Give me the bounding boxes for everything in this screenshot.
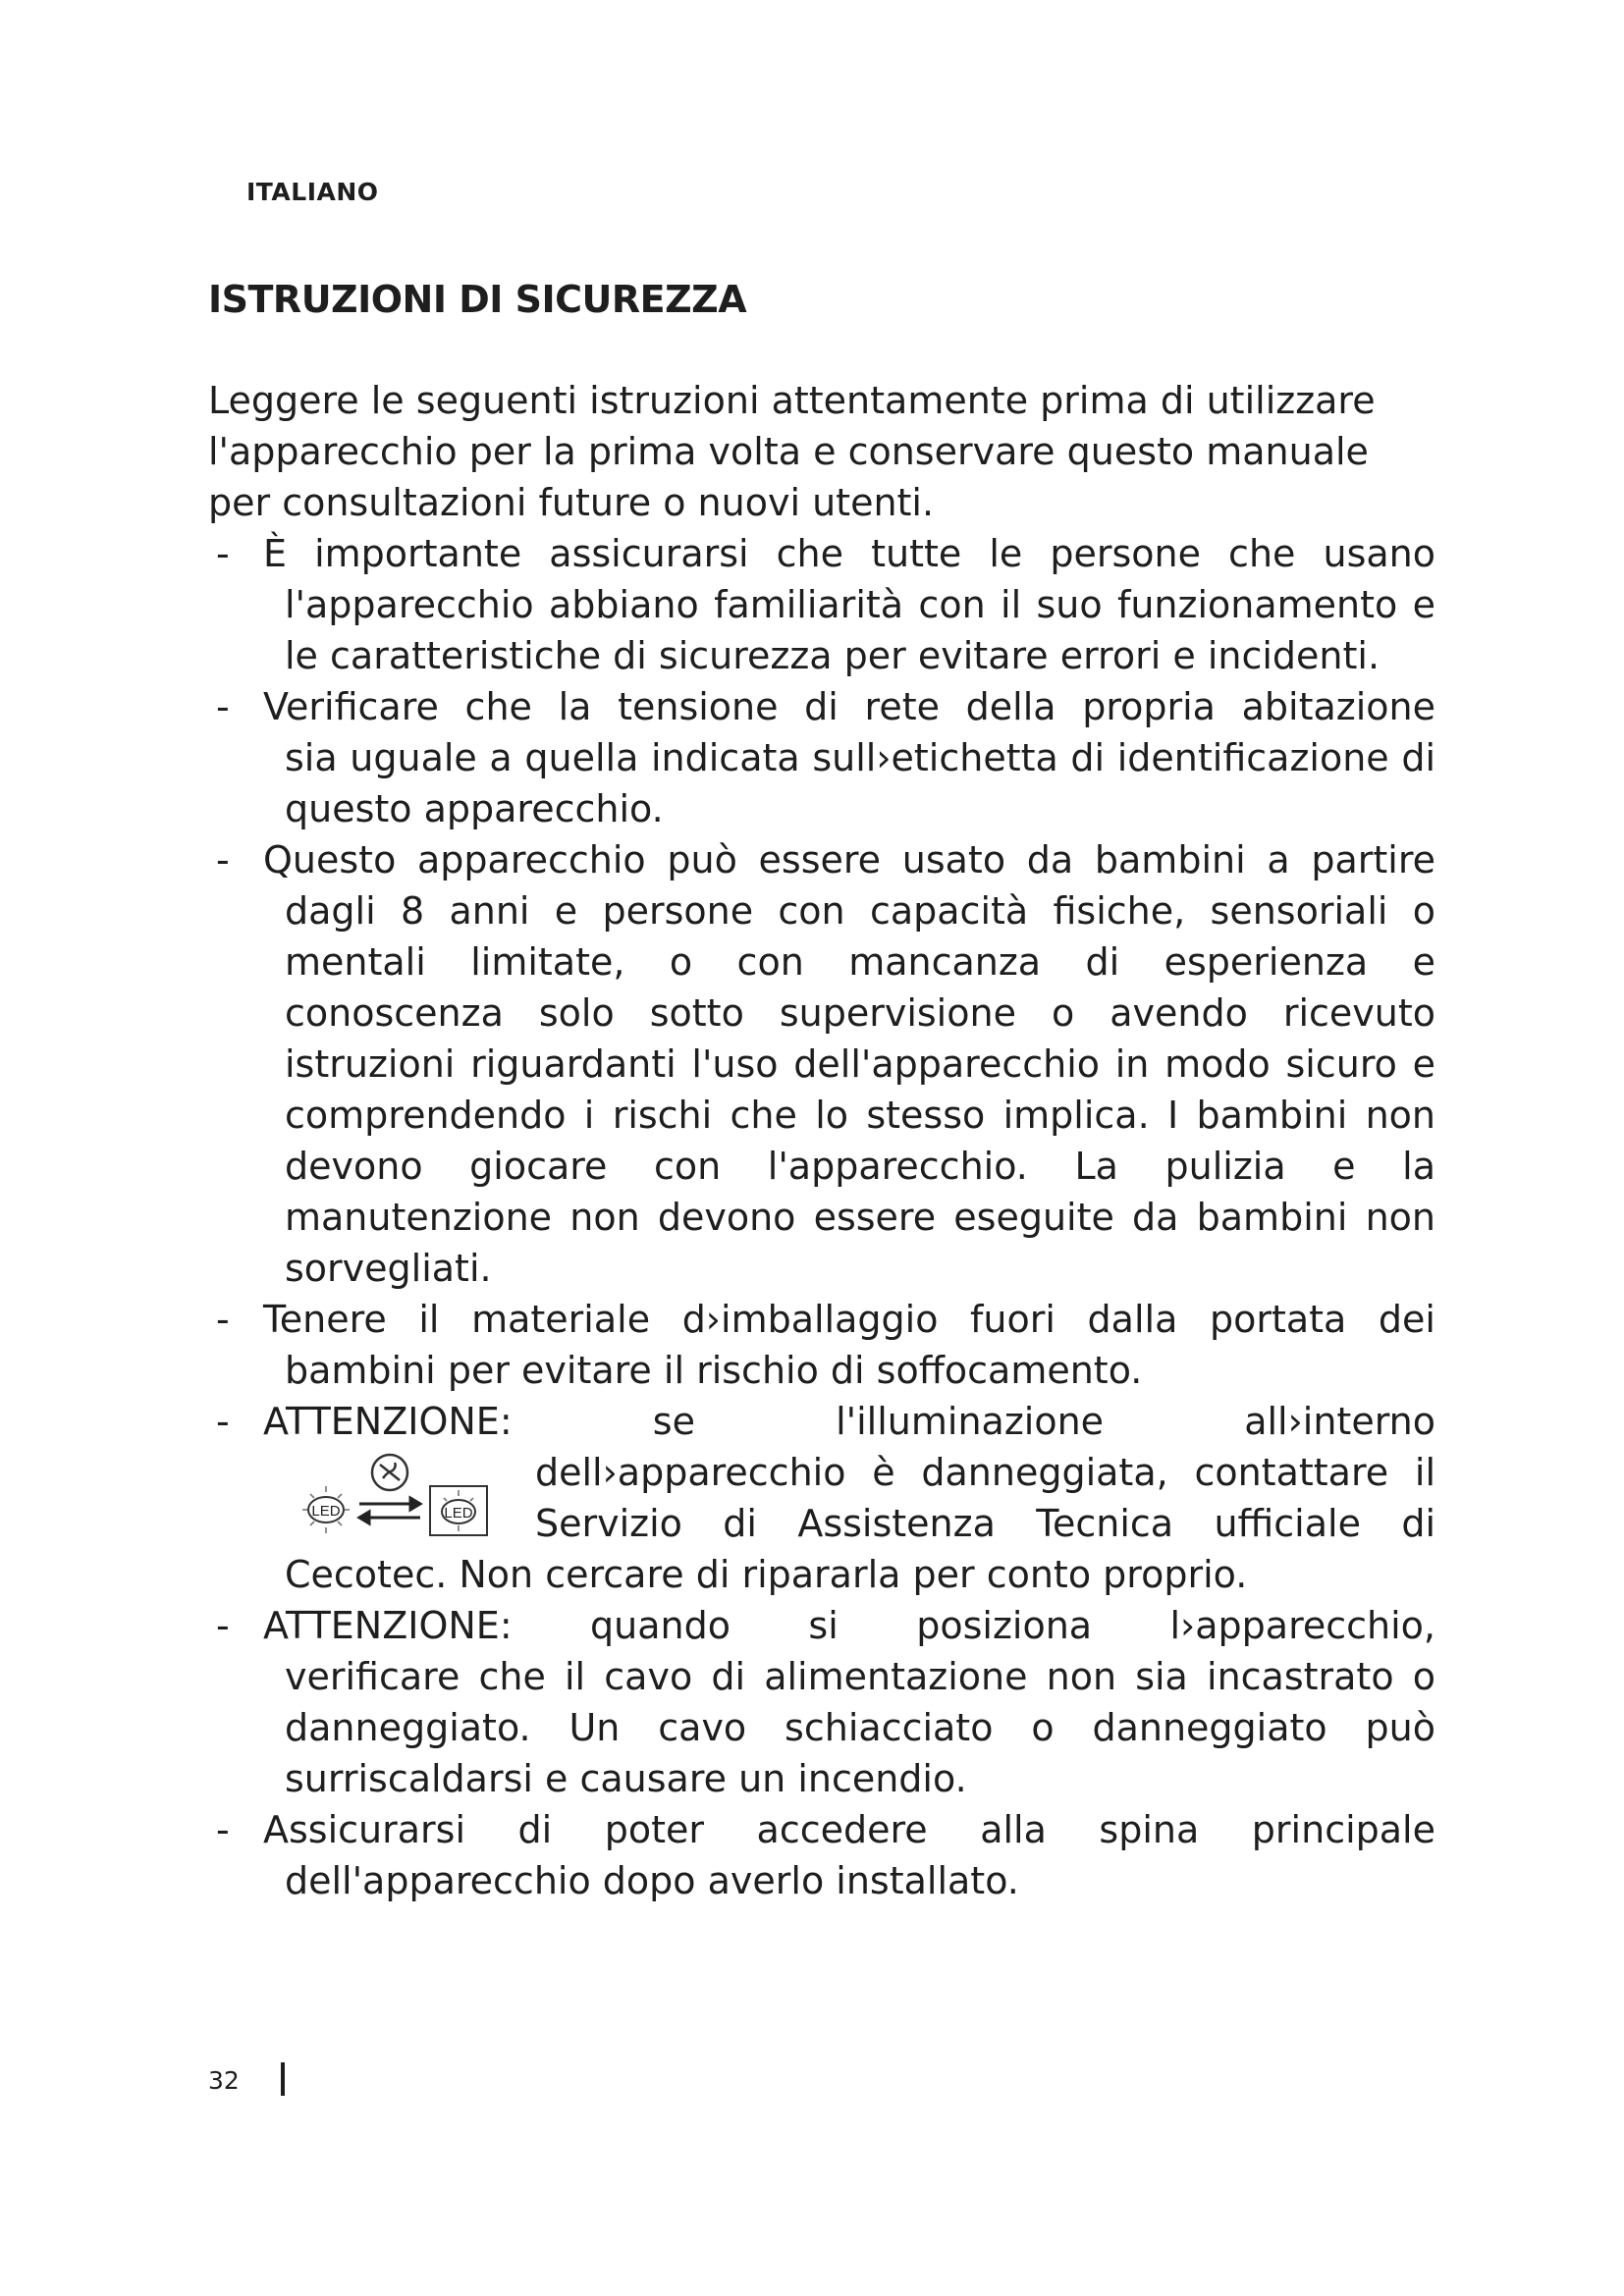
list-item-text: dell'apparecchio dopo averlo installato. — [285, 1859, 1019, 1902]
list-item-text: Cecotec. Non cercare di ripararla per conto proprio. — [285, 1553, 1248, 1596]
list-dash: - — [216, 838, 230, 881]
list-item-text: bambini per evitare il rischio di soffocamento. — [285, 1349, 1143, 1392]
wrench-prohibited-icon — [372, 1455, 407, 1490]
list-item-text: sia uguale a quella indicata sull›etichetta di identificazione di questo apparecchio. — [285, 736, 1435, 830]
list-item — [208, 834, 1435, 1294]
swap-arrows-icon — [359, 1498, 420, 1523]
led-label-right: LED — [444, 1505, 473, 1522]
list-item-first-line: Assicurarsi di poter accedere alla spina principale — [263, 1808, 1435, 1851]
list-item-first-line: Questo apparecchio può essere usato da bambini a partire — [263, 838, 1435, 881]
led-replacement-icon — [287, 1445, 493, 1547]
led-warning-text — [535, 1447, 1435, 1549]
list-item-led-warning — [208, 1396, 1435, 1600]
led-bulb-left-icon — [302, 1486, 350, 1533]
list-dash: - — [216, 532, 230, 575]
list-item — [208, 528, 1435, 681]
list-item-first-line: Verificare che la tensione di rete della propria abitazione — [263, 685, 1435, 728]
led-label-left: LED — [311, 1503, 341, 1520]
intro-paragraph: Leggere le seguenti istruzioni attentamente prima di utilizzare l'apparecchio per la prima volta e conservare questo manuale per consultazioni future o nuovi utenti. — [208, 379, 1376, 524]
led-warning-line: dell›apparecchio è danneggiata, contattare il — [535, 1451, 1435, 1494]
page-title: ISTRUZIONI DI SICUREZZA — [208, 278, 747, 321]
list-dash: - — [216, 685, 230, 728]
list-item — [208, 1294, 1435, 1396]
document-body — [208, 375, 1435, 1906]
list-item-first-line: ATTENZIONE: se l'illuminazione all›interno — [263, 1400, 1435, 1443]
led-warning-line: Servizio di Assistenza Tecnica ufficiale di — [535, 1502, 1435, 1545]
page-number: 32 — [208, 2066, 240, 2095]
list-item-text: l'apparecchio abbiano familiarità con il suo funzionamento e le caratteristiche di sicurezza per evitare errori e incidenti. — [285, 583, 1435, 677]
list-item — [208, 681, 1435, 834]
list-item — [208, 1600, 1435, 1804]
led-row — [208, 1447, 1435, 1549]
list-item — [208, 1804, 1435, 1906]
list-item-first-line: ATTENZIONE: quando si posiziona l›apparecchio, — [263, 1604, 1435, 1647]
list-item-text: dagli 8 anni e persone con capacità fisiche, sensoriali o mentali limitate, o con mancanza di esperienza e conoscenza solo sotto supervisione o avendo ricevuto istruzioni riguardanti l'uso dell'apparecchio in modo sicuro e comprendendo i rischi che lo stesso implica. I bambini non devono giocare con l'apparecchio. La pulizia e la manutenzione non devono essere eseguite da bambini non sorvegliati. — [285, 889, 1435, 1290]
list-dash: - — [216, 1808, 230, 1851]
language-label: ITALIANO — [246, 178, 379, 206]
list-item-first-line: È importante assicurarsi che tutte le persone che usano — [263, 532, 1435, 575]
list-dash: - — [216, 1604, 230, 1647]
led-bulb-right-icon — [430, 1486, 487, 1535]
list-item-first-line: Tenere il materiale d›imballaggio fuori dalla portata dei — [263, 1298, 1435, 1341]
list-dash: - — [216, 1298, 230, 1341]
safety-list — [208, 528, 1435, 1906]
list-item-text: verificare che il cavo di alimentazione non sia incastrato o danneggiato. Un cavo schiacciato o danneggiato può surriscaldarsi e causare un incendio. — [285, 1655, 1435, 1800]
list-dash: - — [216, 1400, 230, 1443]
footer-divider — [281, 2062, 285, 2096]
